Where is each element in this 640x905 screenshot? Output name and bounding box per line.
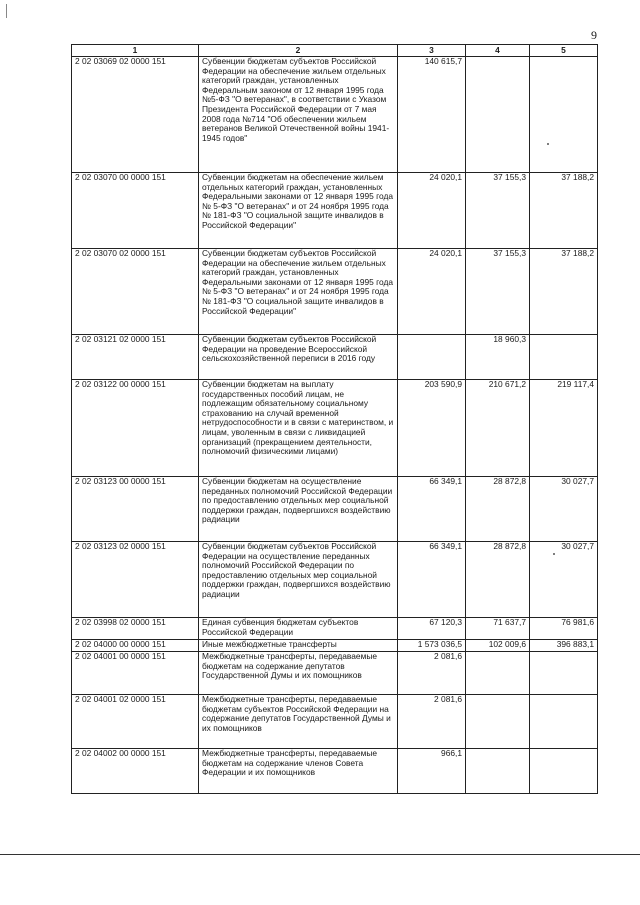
row-value-col5 — [530, 335, 598, 380]
header-col-3: 3 — [398, 45, 466, 57]
row-code: 2 02 03123 02 0000 151 — [72, 542, 199, 618]
row-value-col3: 966,1 — [398, 749, 466, 794]
row-code: 2 02 04002 00 0000 151 — [72, 749, 199, 794]
row-value-col4: 71 637,7 — [466, 618, 530, 640]
row-code: 2 02 03122 00 0000 151 — [72, 380, 199, 477]
row-value-col5: 219 117,4 — [530, 380, 598, 477]
row-value-col4 — [466, 695, 530, 749]
table-row — [72, 695, 598, 749]
row-code: 2 02 04001 02 0000 151 — [72, 695, 199, 749]
row-code: 2 02 03123 00 0000 151 — [72, 477, 199, 542]
row-value-col5: 37 188,2 — [530, 173, 598, 249]
row-value-col3: 66 349,1 — [398, 542, 466, 618]
row-name: Единая субвенция бюджетам субъектов Российской Федерации — [199, 618, 398, 640]
budget-table — [71, 44, 598, 794]
row-value-col3: 2 081,6 — [398, 695, 466, 749]
table-header-row — [72, 45, 598, 57]
scan-speck — [547, 143, 549, 145]
row-value-col4 — [466, 749, 530, 794]
row-code: 2 02 03998 02 0000 151 — [72, 618, 199, 640]
row-value-col5 — [530, 57, 598, 173]
row-value-col3: 24 020,1 — [398, 249, 466, 335]
row-name: Межбюджетные трансферты, передаваемые бюджетам на содержание депутатов Государственной Думы и их помощников — [199, 652, 398, 695]
row-value-col3 — [398, 335, 466, 380]
table-row — [72, 749, 598, 794]
table-row — [72, 542, 598, 618]
page-number: 9 — [591, 28, 597, 42]
row-value-col4: 28 872,8 — [466, 477, 530, 542]
row-value-col5: 396 883,1 — [530, 640, 598, 652]
row-value-col4: 28 872,8 — [466, 542, 530, 618]
table-row — [72, 173, 598, 249]
table-row — [72, 640, 598, 652]
header-col-2: 2 — [199, 45, 398, 57]
table-row — [72, 57, 598, 173]
header-col-4: 4 — [466, 45, 530, 57]
header-col-5: 5 — [530, 45, 598, 57]
row-value-col5 — [530, 695, 598, 749]
table-row — [72, 477, 598, 542]
row-value-col5: 30 027,7 — [530, 542, 598, 618]
table-row — [72, 249, 598, 335]
row-name: Субвенции бюджетам субъектов Российской Федерации на обеспечение жильем отдельных категорий граждан, установленных Федеральными законами от 12 января 1995 года № 5-ФЗ "О ветеранах" и от 24 ноября 1995 года № 181-ФЗ "О социальной защите инвалидов в Российской Федерации" — [199, 249, 398, 335]
scan-edge-mark — [6, 4, 7, 18]
row-code: 2 02 03069 02 0000 151 — [72, 57, 199, 173]
row-code: 2 02 03070 02 0000 151 — [72, 249, 199, 335]
row-value-col4: 37 155,3 — [466, 173, 530, 249]
row-value-col3: 1 573 036,5 — [398, 640, 466, 652]
page-bottom-rule — [0, 854, 640, 855]
row-value-col4: 37 155,3 — [466, 249, 530, 335]
row-code: 2 02 04001 00 0000 151 — [72, 652, 199, 695]
row-value-col5 — [530, 652, 598, 695]
row-name: Субвенции бюджетам на обеспечение жильем отдельных категорий граждан, установленных Федеральными законами от 12 января 1995 года № 5-ФЗ "О ветеранах" и от 24 ноября 1995 года № 181-ФЗ "О социальной защите инвалидов в Российской Федерации" — [199, 173, 398, 249]
row-name: Межбюджетные трансферты, передаваемые бюджетам субъектов Российской Федерации на содержание депутатов Государственной Думы и их помощников — [199, 695, 398, 749]
row-value-col5: 30 027,7 — [530, 477, 598, 542]
row-value-col3: 2 081,6 — [398, 652, 466, 695]
row-value-col5: 76 981,6 — [530, 618, 598, 640]
row-name: Субвенции бюджетам на выплату государственных пособий лицам, не подлежащим обязательному социальному страхованию на случай временной нетрудоспособности и в связи с материнством, и лицам, уволенным в связи с ликвидацией организаций (прекращением деятельности, полномочий физическими лицами) — [199, 380, 398, 477]
row-value-col4 — [466, 652, 530, 695]
row-name: Субвенции бюджетам субъектов Российской Федерации на осуществление переданных полномочий Российской Федерации по предоставлению отдельных мер социальной поддержки граждан, подвергшихся воздействию радиации — [199, 542, 398, 618]
row-value-col3: 67 120,3 — [398, 618, 466, 640]
table-row — [72, 335, 598, 380]
row-value-col4: 210 671,2 — [466, 380, 530, 477]
row-name: Межбюджетные трансферты, передаваемые бюджетам на содержание членов Совета Федерации и их помощников — [199, 749, 398, 794]
row-value-col3: 24 020,1 — [398, 173, 466, 249]
row-value-col3: 140 615,7 — [398, 57, 466, 173]
row-value-col3: 203 590,9 — [398, 380, 466, 477]
row-code: 2 02 04000 00 0000 151 — [72, 640, 199, 652]
row-value-col5: 37 188,2 — [530, 249, 598, 335]
row-value-col4: 102 009,6 — [466, 640, 530, 652]
header-col-1: 1 — [72, 45, 199, 57]
row-name: Субвенции бюджетам субъектов Российской Федерации на обеспечение жильем отдельных категорий граждан, установленных Федеральным законом от 12 января 1995 года №5-ФЗ "О ветеранах", в соответствии с Указом Президента Российской Федерации от 7 мая 2008 года №714 "Об обеспечении жильем ветеранов Великой Отечественной войны 1941-1945 годов" — [199, 57, 398, 173]
table-row — [72, 380, 598, 477]
row-name: Субвенции бюджетам субъектов Российской Федерации на проведение Всероссийской сельскохозяйственной переписи в 2016 году — [199, 335, 398, 380]
row-value-col4: 18 960,3 — [466, 335, 530, 380]
row-value-col3: 66 349,1 — [398, 477, 466, 542]
table-row — [72, 652, 598, 695]
row-name: Иные межбюджетные трансферты — [199, 640, 398, 652]
table-row — [72, 618, 598, 640]
row-code: 2 02 03121 02 0000 151 — [72, 335, 199, 380]
row-value-col4 — [466, 57, 530, 173]
scan-speck — [553, 553, 555, 555]
row-code: 2 02 03070 00 0000 151 — [72, 173, 199, 249]
row-name: Субвенции бюджетам на осуществление переданных полномочий Российской Федерации по предоставлению отдельных мер социальной поддержки граждан, подвергшихся воздействию радиации — [199, 477, 398, 542]
row-value-col5 — [530, 749, 598, 794]
